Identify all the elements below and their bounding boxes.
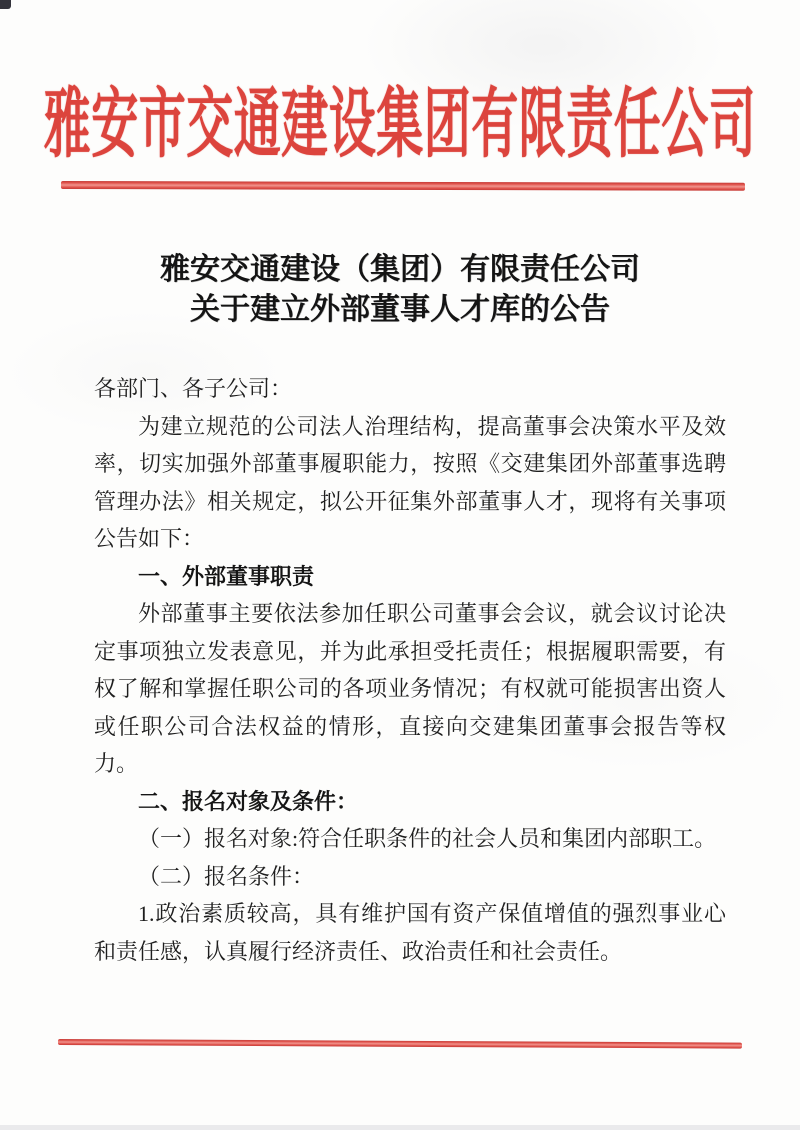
letterhead-company-name: 雅安市交通建设集团有限责任公司 bbox=[43, 83, 757, 168]
scan-corner-artifact bbox=[0, 0, 11, 9]
document-title-line2: 关于建立外部董事人才库的公告 bbox=[190, 293, 610, 326]
body-paragraph: （一）报名对象:符合任职条件的社会人员和集团内部职工。 bbox=[138, 826, 717, 851]
document-title bbox=[0, 250, 800, 330]
body-paragraph: 外部董事主要依法参加任职公司董事会会议，就会议讨论决定事项独立发表意见，并为此承担受托责任；根据履职需要，有权了解和掌握任职公司的各项业务情况；有权就可能损害出资人或任职公司合法权益的情形，直接向交建集团董事会报告等权力。 bbox=[94, 601, 726, 776]
document-body bbox=[94, 370, 726, 970]
document-title-line1: 雅安交通建设（集团）有限责任公司 bbox=[160, 253, 640, 286]
body-paragraph: 为建立规范的公司法人治理结构，提高董事会决策水平及效率，切实加强外部董事履职能力，按照《交建集团外部董事选聘管理办法》相关规定，拟公开征集外部董事人才，现将有关事项公告如下： bbox=[94, 413, 726, 551]
letterhead bbox=[0, 78, 800, 174]
scan-bottom-edge-artifact bbox=[0, 1125, 800, 1130]
body-paragraph: （二）报名条件： bbox=[138, 863, 315, 889]
body-paragraph: 1.政治素质较高，具有维护国有资产保值增值的强烈事业心和责任感，认真履行经济责任、政治责任和社会责任。 bbox=[94, 901, 726, 964]
body-salutation: 各部门、各子公司： bbox=[94, 376, 293, 401]
body-heading: 二、报名对象及条件： bbox=[138, 788, 359, 814]
footer-separator-line bbox=[58, 1039, 742, 1049]
body-heading: 一、外部董事职责 bbox=[138, 563, 315, 589]
letterhead-separator-line bbox=[61, 181, 745, 191]
